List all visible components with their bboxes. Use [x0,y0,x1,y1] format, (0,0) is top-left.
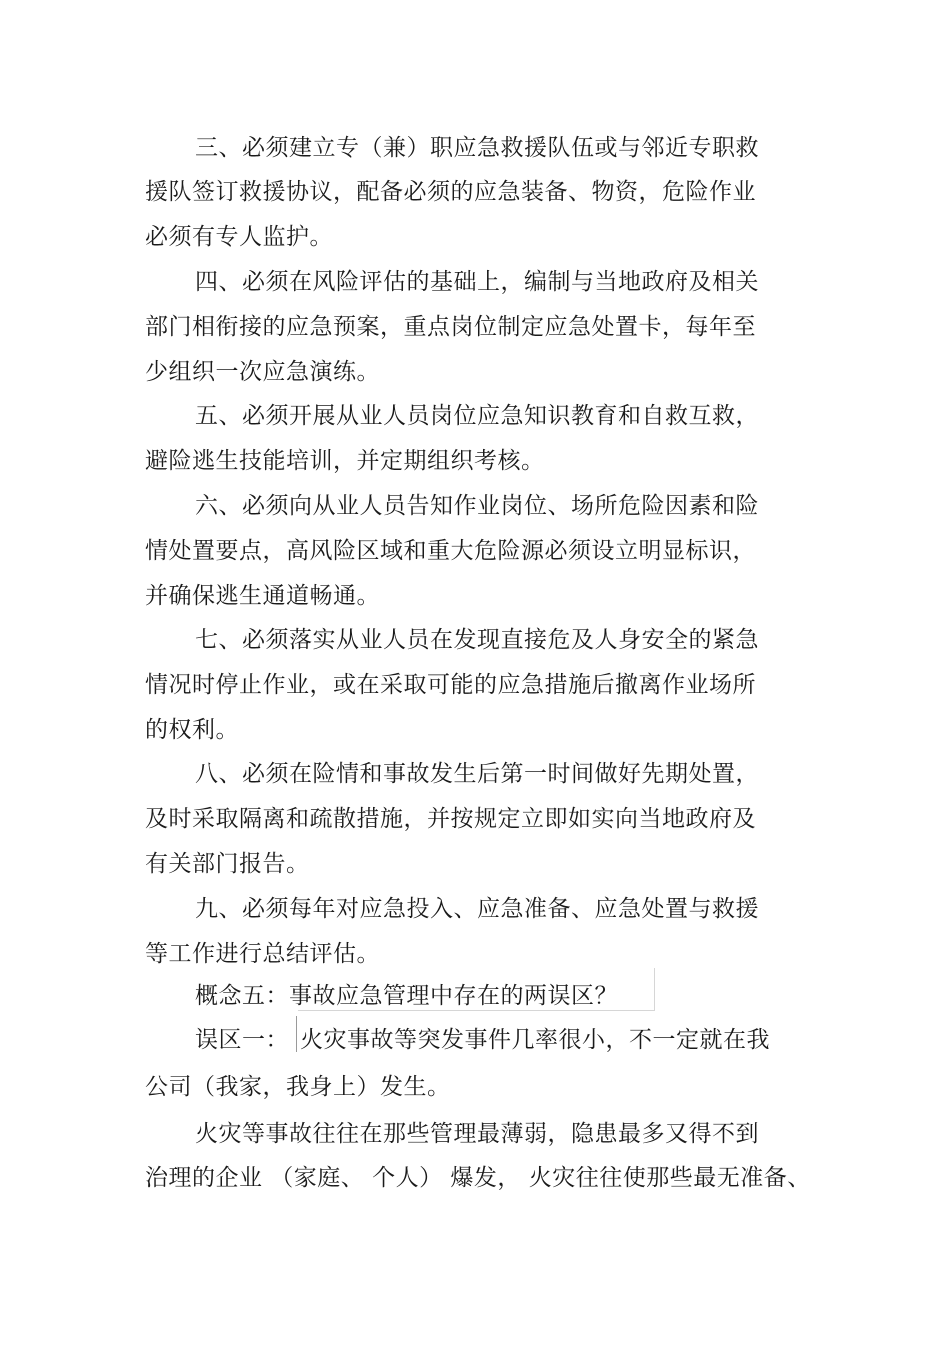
text-line: 误区一： [195,1027,289,1053]
text-line: 等工作进行总结评估。 [145,941,380,967]
text-line: 部门相衔接的应急预案，重点岗位制定应急处置卡，每年至 [145,314,756,340]
text-line: 必须有专人监护。 [145,224,333,250]
section-heading: 概念五：事故应急管理中存在的两误区？ [195,983,618,1009]
text-line: 八、必须在险情和事故发生后第一时间做好先期处置， [195,761,759,787]
text-line: 有关部门报告。 [145,851,310,877]
text-line: 九、必须每年对应急投入、应急准备、应急处置与救援 [195,896,759,922]
text-line: 少组织一次应急演练。 [145,359,380,385]
text-line: 七、必须落实从业人员在发现直接危及人身安全的紧急 [195,627,759,653]
text-line: 火灾事故等突发事件几率很小，不一定就在我 [300,1027,770,1053]
text-line: 及时采取隔离和疏散措施，并按规定立即如实向当地政府及 [145,806,756,832]
text-line: 避险逃生技能培训，并定期组织考核。 [145,448,545,474]
text-line: 四、必须在风险评估的基础上，编制与当地政府及相关 [195,269,759,295]
text-cursor-mark [296,1016,297,1052]
text-line: 五、必须开展从业人员岗位应急知识教育和自救互救， [195,403,759,429]
text-line: 情况时停止作业，或在采取可能的应急措施后撤离作业场所 [145,672,756,698]
text-line: 三、必须建立专（兼）职应急救援队伍或与邻近专职救 [195,135,759,161]
text-line: 的权利。 [145,717,239,743]
text-line: 火灾等事故往往在那些管理最薄弱，隐患最多又得不到 [195,1121,759,1147]
text-line: 并确保逃生通道畅通。 [145,583,380,609]
text-line: 公司（我家，我身上）发生。 [145,1074,451,1100]
text-line: 治理的企业 （家庭、 个人） 爆发， 火灾往往使那些最无准备、 [145,1165,811,1191]
text-line: 情处置要点，高风险区域和重大危险源必须设立明显标识， [145,538,756,564]
text-line: 六、必须向从业人员告知作业岗位、场所危险因素和险 [195,493,759,519]
text-line: 援队签订救援协议，配备必须的应急装备、物资，危险作业 [145,179,756,205]
